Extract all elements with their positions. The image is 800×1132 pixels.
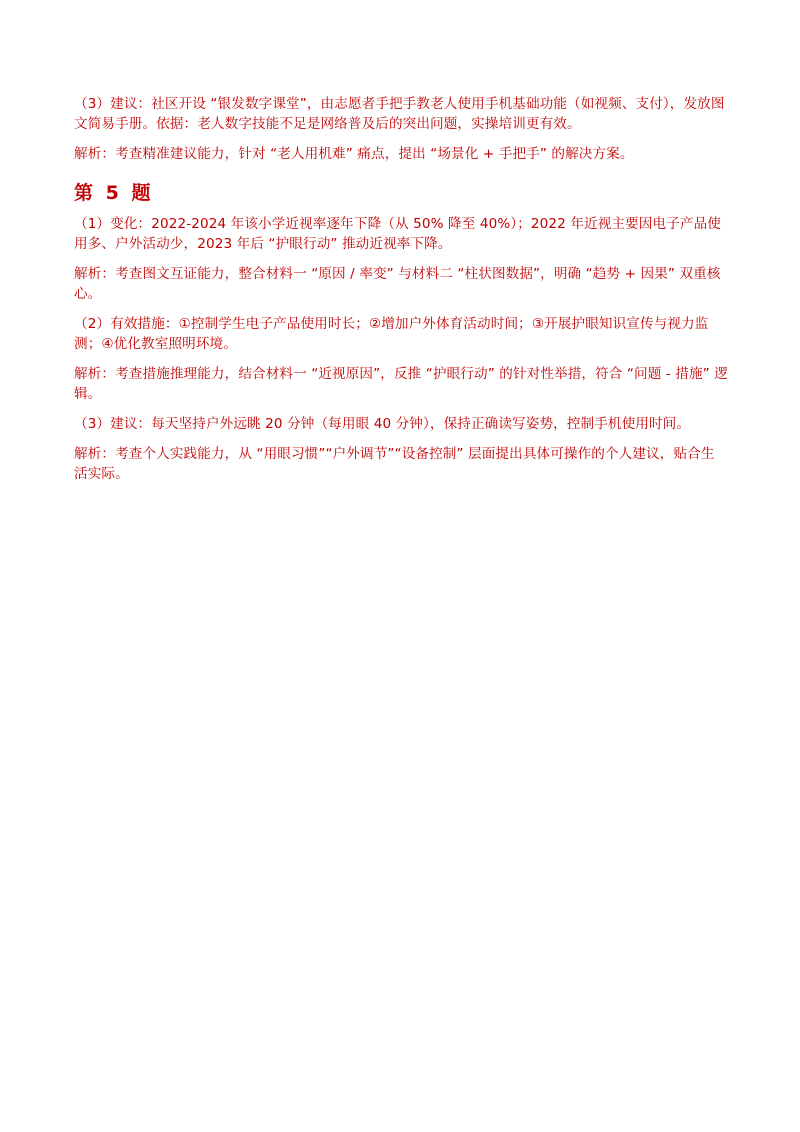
q5-heading: 第 5 题 xyxy=(74,182,154,204)
q5-answer-1: （1）变化：2022-2024 年该小学近视率逐年下降（从 50% 降至 40%）；2022 年近视主要因电子产品使用多、户外活动少，2023 年后 “护眼行动” 推动近视率下降。 xyxy=(74,216,721,252)
q5-answer-3: （3）建议：每天坚持户外远眺 20 分钟（每用眼 40 分钟），保持正确读写姿势，控制手机使用时间。 xyxy=(74,416,691,432)
q5-analysis-3: 解析：考查个人实践能力，从 “用眼习惯”“户外调节”“设备控制” 层面提出具体可操作的个人建议，贴合生活实际。 xyxy=(74,446,715,482)
q4-analysis-3: 解析：考查精准建议能力，针对 “老人用机难” 痛点，提出 “场景化 + 手把手” 的解决方案。 xyxy=(74,146,634,162)
q5-analysis-1: 解析：考查图文互证能力，整合材料一 “原因 / 率变” 与材料二 “柱状图数据”，明确 “趋势 + 因果” 双重核心。 xyxy=(74,266,721,302)
q5-analysis-2: 解析：考查措施推理能力，结合材料一 “近视原因”，反推 “护眼行动” 的针对性举措，符合 “问题 - 措施” 逻辑。 xyxy=(74,366,728,402)
document-page xyxy=(74,94,728,494)
q5-answer-2: （2）有效措施：①控制学生电子产品使用时长；②增加户外体育活动时间；③开展护眼知识宣传与视力监测；④优化教室照明环境。 xyxy=(74,316,709,352)
q4-answer-3: （3）建议：社区开设 “银发数字课堂”，由志愿者手把手教老人使用手机基础功能（如视频、支付），发放图文简易手册。依据：老人数字技能不足是网络普及后的突出问题，实操培训更有效。 xyxy=(74,96,725,132)
